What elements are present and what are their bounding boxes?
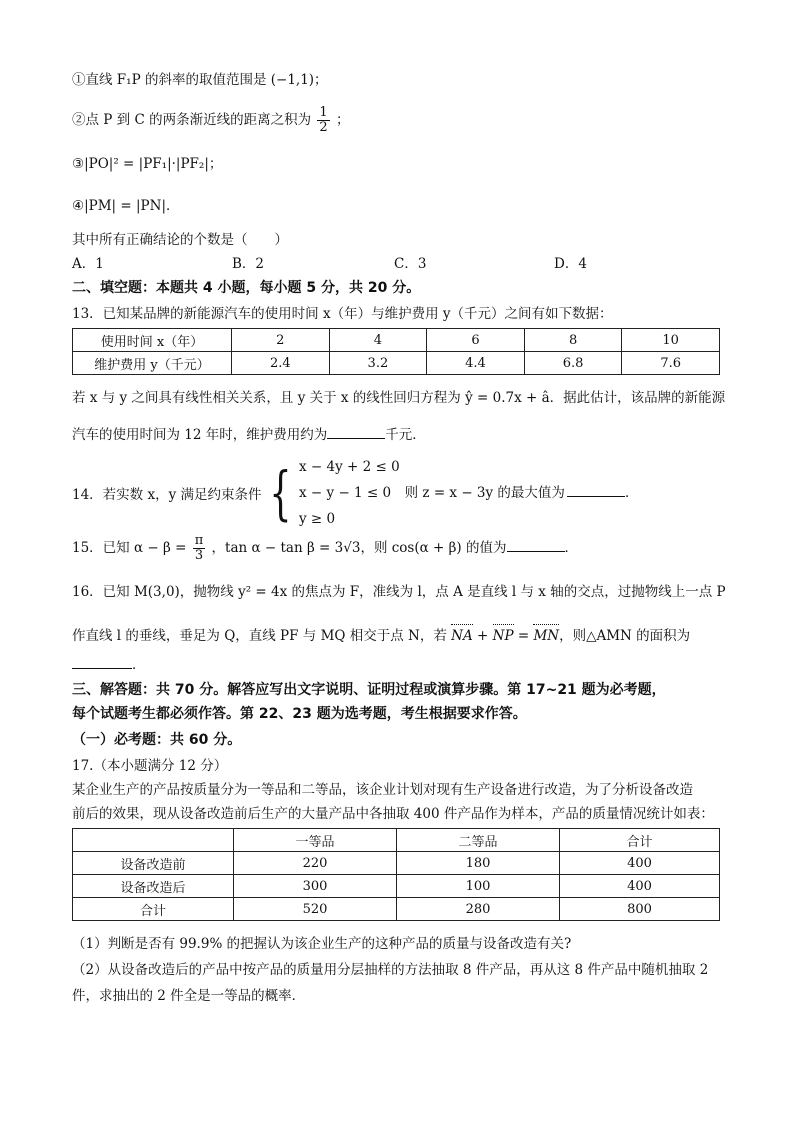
answer-blank	[72, 654, 132, 669]
table-cell: 800	[560, 898, 720, 921]
question-14-text: 14．若实数 x，y 满足约束条件	[72, 487, 262, 503]
option-c: C．3	[394, 256, 427, 272]
table-row	[73, 898, 720, 921]
table-cell: 400	[560, 852, 720, 875]
question-13-line-2: 若 x 与 y 之间具有线性相关关系，且 y 关于 x 的线性回归方程为 ŷ = 0.7x + â．据此估计，该品牌的新能源	[72, 390, 726, 406]
question-17-part-1: （1）判断是否有 99.9% 的把握认为该企业生产的这种产品的质量与设备改造有关?	[72, 936, 572, 952]
constraint-2-text: x − y − 1 ≤ 0	[299, 485, 392, 501]
table-header-cell: 维护费用 y（千元）	[73, 352, 232, 375]
question-15-text: 15．已知 α − β =	[72, 540, 187, 556]
question-16-end: ．	[132, 657, 146, 673]
option-b: B．2	[232, 256, 265, 272]
constraint-system	[299, 454, 638, 532]
section-3-heading-1: 三、解答题：共 70 分。解答应写出文字说明、证明过程或演算步骤。第 17~21 题为必考题，	[72, 682, 666, 698]
table-cell: 300	[234, 875, 397, 898]
table-cell: 520	[234, 898, 397, 921]
statement-4: ④|PM| = |PN|．	[72, 198, 180, 214]
table-header-cell	[73, 829, 234, 852]
section-2-heading: 二、填空题：本题共 4 小题，每小题 5 分，共 20 分。	[72, 280, 421, 296]
table-cell: 4.4	[427, 352, 525, 375]
option-a: A．1	[72, 256, 104, 272]
table-header-cell: 使用时间 x（年）	[73, 329, 232, 352]
plus-sign: +	[477, 628, 489, 644]
usage-cost-table	[72, 328, 720, 375]
table-row	[73, 329, 720, 352]
answer-blank	[507, 537, 565, 552]
question-17-title: 17.（本小题满分 12 分）	[72, 758, 228, 774]
table-cell: 2.4	[232, 352, 330, 375]
statement-2	[72, 106, 349, 135]
question-17-part-2b: 件，求抽出的 2 件全是一等品的概率．	[72, 988, 306, 1004]
question-13-text: 13．已知某品牌的新能源汽车的使用时间 x（年）与维护费用 y（千元）之间有如下数据：	[72, 306, 613, 322]
statement-2-end: ；	[335, 112, 350, 128]
answer-blank	[327, 424, 385, 439]
fraction-one-half	[317, 106, 329, 135]
table-cell: 10	[622, 329, 720, 352]
question-16-ask: ，则△AMN 的面积为	[559, 628, 691, 644]
option-d: D．4	[554, 256, 587, 272]
question-14-objective: 则 z = x − 3y 的最大值为	[404, 485, 565, 501]
statement-2-text: ②点 P 到 C 的两条渐近线的距离之积为	[72, 112, 312, 128]
fraction-numerator: 1	[319, 105, 328, 120]
question-17-paragraph-1: 某企业生产的产品按质量分为一等品和二等品，该企业计划对现有生产设备进行改造，为了分析设备改造	[72, 782, 693, 798]
table-cell: 合计	[73, 898, 234, 921]
table-cell: 2	[232, 329, 330, 352]
question-13-unit: 千元．	[385, 427, 426, 443]
question-13-line-3	[72, 424, 426, 445]
table-cell: 280	[397, 898, 560, 921]
subsection-required: （一）必考题：共 60 分。	[72, 732, 242, 748]
table-cell: 设备改造后	[73, 875, 234, 898]
table-cell: 100	[397, 875, 560, 898]
statement-1: ①直线 F₁P 的斜率的取值范围是 (−1,1)；	[72, 72, 328, 88]
table-header-cell: 合计	[560, 829, 720, 852]
table-cell: 220	[234, 852, 397, 875]
question-12-prompt: 其中所有正确结论的个数是（ ）	[72, 232, 288, 248]
question-17-part-2a: （2）从设备改造后的产品中按产品的质量用分层抽样的方法抽取 8 件产品，再从这 8 件产品中随机抽取 2	[72, 962, 709, 978]
question-16-line-3	[72, 654, 146, 675]
vector-na: NA	[451, 624, 473, 646]
table-cell: 7.6	[622, 352, 720, 375]
table-row	[73, 352, 720, 375]
question-14	[72, 454, 638, 532]
constraint-2: x − y − 1 ≤ 0 则 z = x − 3y 的最大值为 ．	[299, 480, 638, 506]
table-header-row	[73, 829, 720, 852]
equals-sign: =	[517, 628, 530, 644]
quality-stats-table	[72, 828, 720, 921]
question-16-line-1: 16．已知 M(3,0)，抛物线 y² = 4x 的焦点为 F，准线为 l，点 A 是直线 l 与 x 轴的交点，过抛物线上一点 P	[72, 584, 726, 600]
question-15-condition: ，tan α − tan β = 3√3，则 cos(α + β) 的值为	[211, 540, 507, 556]
table-header-cell: 一等品	[234, 829, 397, 852]
fraction-denominator: 3	[194, 548, 204, 563]
table-cell: 3.2	[329, 352, 427, 375]
table-row	[73, 852, 720, 875]
table-cell: 8	[524, 329, 622, 352]
table-cell: 6.8	[524, 352, 622, 375]
vector-mn: MN	[533, 624, 559, 646]
table-header-cell: 二等品	[397, 829, 560, 852]
constraint-3: y ≥ 0	[299, 511, 336, 527]
section-3-heading-2: 每个试题考生都必须作答。第 22、23 题为选考题，考生根据要求作答。	[72, 706, 527, 722]
fraction-denominator: 2	[319, 120, 328, 135]
table-cell: 设备改造前	[73, 852, 234, 875]
answer-blank	[567, 482, 625, 497]
table-cell: 4	[329, 329, 427, 352]
table-row	[73, 875, 720, 898]
question-15: 15．已知 α − β = $\frac{\pi}{3}$ ，tan α − tan β = 3√3，则 cos(α + β) 的值为 ．	[72, 533, 578, 563]
table-cell: 400	[560, 875, 720, 898]
constraint-1: x − 4y + 2 ≤ 0	[299, 459, 400, 475]
question-16-line-2-text: 作直线 l 的垂线，垂足为 Q，直线 PF 与 MQ 相交于点 N，若	[72, 628, 447, 644]
question-13-line-3-text: 汽车的使用时间为 12 年时，维护费用约为	[72, 427, 328, 443]
table-cell: 180	[397, 852, 560, 875]
fraction-numerator: π	[194, 533, 204, 548]
fraction-pi-over-3	[193, 534, 206, 563]
question-16-line-2	[72, 624, 690, 646]
statement-3: ③|PO|² = |PF₁|·|PF₂|；	[72, 156, 223, 172]
brace-icon: {	[269, 459, 292, 527]
question-17-paragraph-2: 前后的效果，现从设备改造前后生产的大量产品中各抽取 400 件产品作为样本，产品的质量情况统计如表：	[72, 806, 714, 822]
table-cell: 6	[427, 329, 525, 352]
vector-np: NP	[493, 624, 514, 646]
